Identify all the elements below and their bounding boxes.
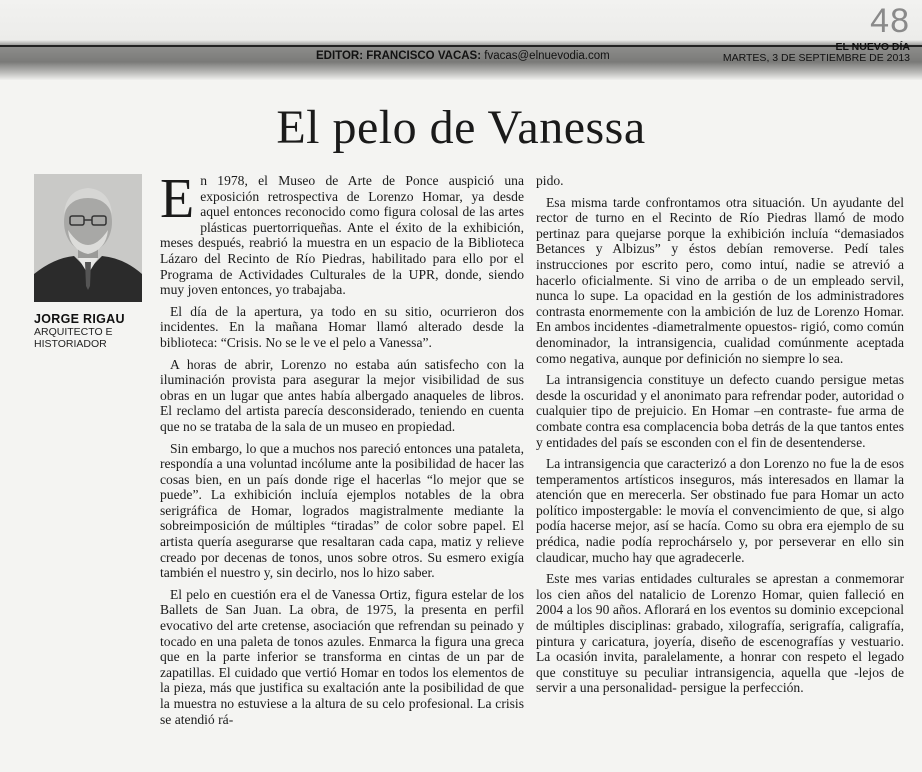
header-band — [0, 0, 922, 80]
author-name: JORGE RIGAU — [34, 312, 125, 326]
paragraph: En 1978, el Museo de Arte de Ponce auspició una exposición retrospectiva de Lorenzo Homar, ya desde aquel entonces reconocido como figura colosal de las artes plásticas puertorriqueñas. Ante el éxito de la exhibición, meses después, reabrió la muestra en un espacio de la Biblioteca Lázaro del Recinto de Río Piedras, habilitado para ello por el Programa de Actividades Culturales de la UPR, donde, siendo muy joven entonces, yo trabajaba. — [160, 168, 524, 298]
headline: El pelo de Vanessa — [276, 101, 646, 154]
paragraph: El día de la apertura, ya todo en su sitio, ocurrieron dos incidentes. En la mañana Homar llamó alterado desde la biblioteca: “Crisis. No se le ve el pelo a Vanessa”. — [160, 303, 524, 350]
page-number: 48 — [870, 2, 910, 40]
paragraph: pido. — [536, 173, 564, 188]
paragraph: Sin embargo, lo que a muchos nos pareció entonces una pataleta, respondía a una voluntad incólume ante la posibilidad de hacer las cosas bien, en un país donde rige el hacerlas “lo mejor que se puede”. La exhibición incluía ejemplos notables de la obra serigráfica de Homar, logrados magistralmente mediante la sobreimposición de múltiples “tiradas” de color sobre papel. El artista quería asegurarse que resaltaran cada capa, matiz y relieve creado por decenas de tonos, unos sobre otros. Su esmero exigía también el nuestro y, sin decirlo, nos lo hizo saber. — [160, 440, 524, 581]
publication-date: MARTES, 3 DE SEPTIEMBRE DE 2013 — [722, 52, 910, 64]
author-portrait-icon — [34, 174, 142, 302]
paragraph: A horas de abrir, Lorenzo no estaba aún satisfecho con la iluminación provista para asegurar la mejor visibilidad de sus obras en un lugar que antes había albergado anaqueles de libros. El reclamo del artista parecía desconsiderado, teniendo en cuenta que no se trataba de la sala de un museo en propiedad. — [160, 356, 524, 434]
header-rule — [0, 45, 922, 47]
author-role: ARQUITECTO E HISTORIADOR — [34, 326, 113, 350]
editor-credit — [316, 50, 610, 62]
editor-email: fvacas@elnuevodia.com — [484, 50, 610, 62]
editor-label: EDITOR: FRANCISCO VACAS: — [316, 50, 482, 62]
article-column-1 — [160, 168, 524, 733]
article-column-2 — [536, 173, 904, 702]
author-photo — [34, 174, 142, 302]
paragraph: El pelo en cuestión era el de Vanessa Ortiz, figura estelar de los Ballets de San Juan. La obra, de 1975, la presenta en perfil evocativo del arte cretense, asociación que refrendan su peinado y tocado en una paleta de tonos azules. Enmarca la figura una greca que en la parte inferior se transforma en cintas de un par de zapatillas. El cuidado que vertió Homar en todos los elementos de la pieza, más que justifica su exaltación ante la posibilidad de que la muestra no estuviese a la altura de su celo profesional. La crisis se atendió rá- — [160, 586, 524, 727]
paragraph: La intransigencia que caracterizó a don Lorenzo no fue la de esos temperamentos artísticos inseguros, más interesados en llamar la atención que en merecerla. Ser obstinado fue para Homar un acto político impostergable: le movía el convencimiento de que, si algo podía hacerse mejor, así se hacía. Como su obra era ejemplo de su prédica, nadie podía reprochárselo y, por perseverar en ello sin claudicar, mucho hay que agradecerle. — [536, 456, 904, 565]
newspaper-name: EL NUEVO DÍA — [835, 41, 910, 53]
drop-cap: E — [160, 168, 195, 230]
paragraph: Esa misma tarde confrontamos otra situación. Un ayudante del rector de turno en el Recinto de Río Piedras llamó de modo pertinaz para quejarse porque la exhibición incluía “demasiados Betances y Albizus” y éstos debían removerse. Pedí tales instrucciones por escrito pero, como intuí, nadie se atrevió a hacerlo oficialmente. Si vino de arriba o de un empleado servil, nunca lo supe. La opacidad en la gestión de los administradores contrasta enormemente con la ambición de luz de Lorenzo Homar. En ambos incidentes -diametralmente opuestos- rigió, como común denominador, la intransigencia, cualidad comúnmente aceptada como negativa, aunque por definición no siempre lo sea. — [536, 194, 904, 366]
paragraph: Este mes varias entidades culturales se aprestan a conmemorar los cien años del natalicio de Lorenzo Homar, quien falleció en 2004 a los 90 años. Aflorará en los eventos su dominio excepcional de múltiples disciplinas: grabado, xilografía, serigrafía, caligrafía, pintura y caricatura, joyería, diseño de escenografías y vestuario. La ocasión invita, paralelamente, a honrar con respeto el legado que constituye su peculiar intransigencia, aquella que -lejos de servir a una personalidad- persigue la perfección. — [536, 571, 904, 696]
paragraph: La intransigencia constituye un defecto cuando persigue metas desde la oscuridad y el anonimato para refrendar poder, autoridad o cualquier tipo de prejuicio. En Homar –en contraste- fue arma de combate contra esa complacencia boba detrás de la que tantos entes y entidades del país se esconden con el fin de desentenderse. — [536, 372, 904, 450]
